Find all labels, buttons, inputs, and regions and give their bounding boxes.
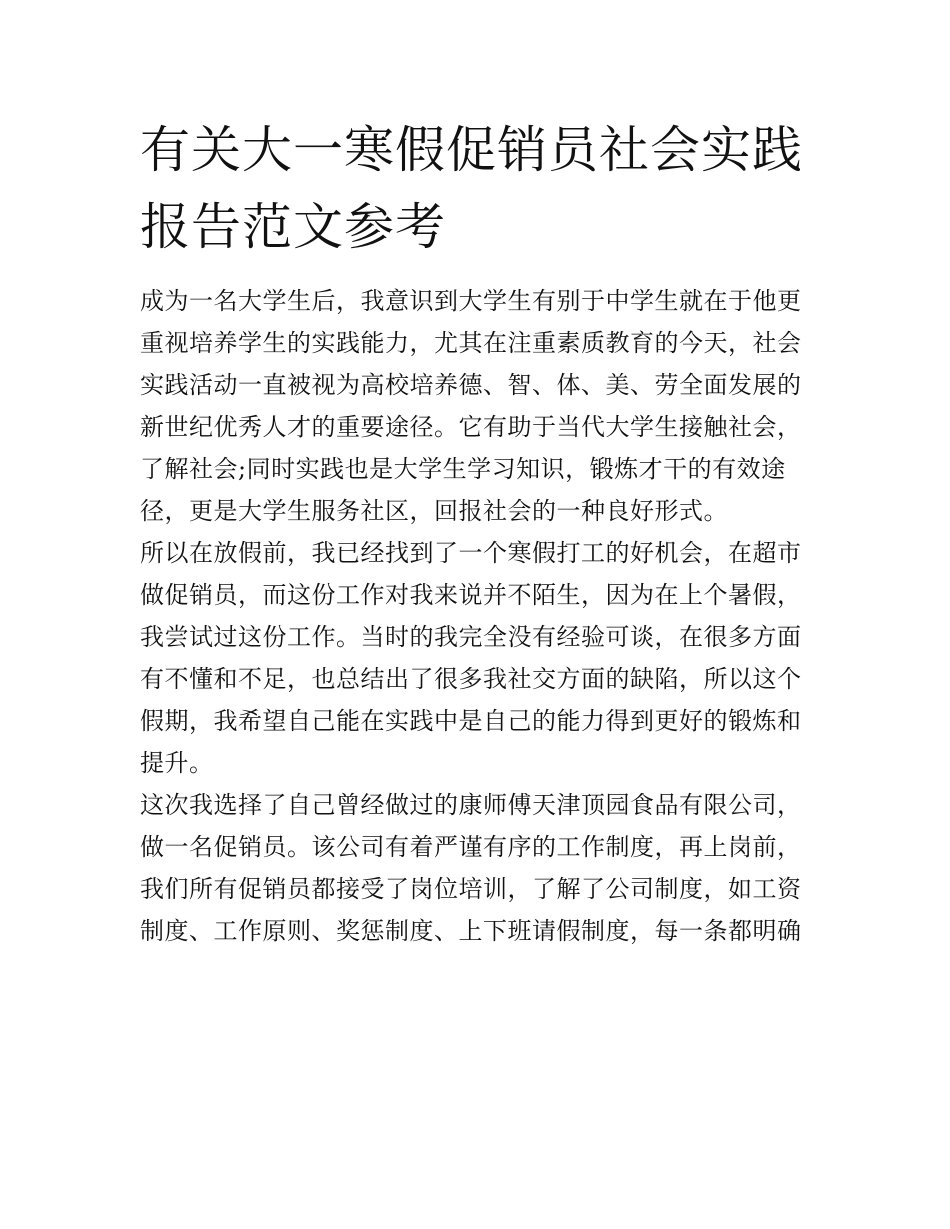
body-line: 径，更是大学生服务社区，回报社会的一种良好形式。	[140, 497, 728, 525]
document-title	[140, 112, 820, 266]
body-line: 我尝试过这份工作。当时的我完全没有经验可谈，在很多方面	[140, 623, 802, 651]
body-line: 我们所有促销员都接受了岗位培训，了解了公司制度，如工资	[140, 875, 802, 903]
body-line: 制度、工作原则、奖惩制度、上下班请假制度，每一条都明确	[140, 917, 802, 945]
body-line: 所以在放假前，我已经找到了一个寒假打工的好机会，在超市	[140, 539, 802, 567]
body-line: 这次我选择了自己曾经做过的康师傅天津顶园食品有限公司，	[140, 791, 802, 819]
body-line: 做促销员，而这份工作对我来说并不陌生，因为在上个暑假，	[140, 581, 802, 609]
body-line: 提升。	[140, 749, 214, 777]
body-line: 重视培养学生的实践能力，尤其在注重素质教育的今天，社会	[140, 329, 802, 357]
body-line: 了解社会;同时实践也是大学生学习知识，锻炼才干的有效途	[140, 455, 786, 483]
body-line: 做一名促销员。该公司有着严谨有序的工作制度，再上岗前，	[140, 833, 802, 861]
body-line: 成为一名大学生后，我意识到大学生有别于中学生就在于他更	[140, 287, 802, 315]
body-line: 假期，我希望自己能在实践中是自己的能力得到更好的锻炼和	[140, 707, 802, 735]
body-line: 新世纪优秀人才的重要途径。它有助于当代大学生接触社会，	[140, 413, 802, 441]
body-line: 实践活动一直被视为高校培养德、智、体、美、劳全面发展的	[140, 371, 802, 399]
body-line: 有不懂和不足，也总结出了很多我社交方面的缺陷，所以这个	[140, 665, 802, 693]
title-line: 有关大一寒假促销员社会实践	[140, 121, 803, 179]
title-line: 报告范文参考	[140, 198, 446, 256]
document-body	[140, 280, 812, 952]
